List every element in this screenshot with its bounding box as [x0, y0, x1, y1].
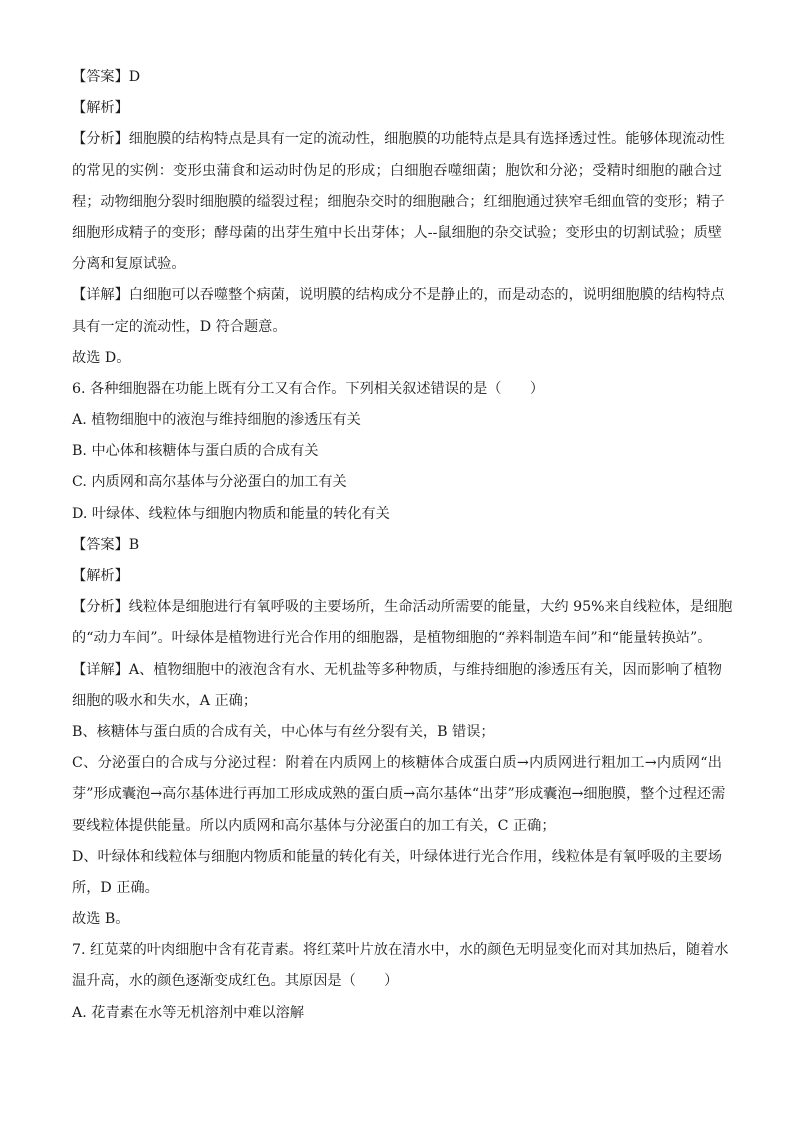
- explanation-text-line: 所，D 正确。: [72, 879, 159, 896]
- answer-label-q6: 【答案】B: [72, 536, 140, 553]
- explanation-text-line: 具有一定的流动性，D 符合题意。: [72, 318, 287, 335]
- document-page: [72, 62, 733, 1029]
- analysis-text-line: 程；动物细胞分裂时细胞膜的缢裂过程；细胞杂交时的细胞融合；红细胞通过狭窄毛细血管的变形；精子: [72, 193, 725, 210]
- question-6-option-c: C. 内质网和高尔基体与分泌蛋白的加工有关: [72, 474, 347, 491]
- explanation-text-line: 细胞的吸水和失水，A 正确；: [72, 692, 258, 709]
- analysis-text-line: 【分析】线粒体是细胞进行有氧呼吸的主要场所，生命活动所需要的能量，大约 95%来自线粒体，是细胞: [72, 599, 733, 616]
- explanation-text-line: 芽”形成囊泡→高尔基体进行再加工形成成熟的蛋白质→高尔基体“出芽”形成囊泡→细胞膜，整个过程还需: [72, 786, 726, 803]
- explanation-text-line: C、分泌蛋白的合成与分泌过程：附着在内质网上的核糖体合成蛋白质→内质网进行粗加工→内质网“出: [72, 755, 722, 772]
- explanation-text-line: 【详解】白细胞可以吞噬整个病菌，说明膜的结构成分不是静止的，而是动态的，说明细胞膜的结构特点: [72, 287, 725, 304]
- analysis-text-line: 细胞形成精子的变形；酵母菌的出芽生殖中长出芽体；人--鼠细胞的杂交试验；变形虫的切割试验；质壁: [72, 224, 722, 241]
- choice-conclusion-q5: 故选 D。: [72, 349, 131, 366]
- analysis-heading-q6: 【解析】: [72, 568, 129, 584]
- explanation-text-line: 【详解】A、植物细胞中的液泡含有水、无机盐等多种物质，与维持细胞的渗透压有关，因而影响了植物: [72, 661, 722, 678]
- explanation-text-line: D、叶绿体和线粒体与细胞内物质和能量的转化有关，叶绿体进行光合作用，线粒体是有氧呼吸的主要场: [72, 848, 722, 865]
- answer-label-q5: 【答案】D: [72, 69, 141, 85]
- analysis-text-line: 的“动力车间”。叶绿体是植物进行光合作用的细胞器，是植物细胞的“养料制造车间”和“能量转换站”。: [72, 630, 712, 647]
- question-7-stem-continued: 温升高，水的颜色逐渐变成红色。其原因是（ ）: [72, 973, 399, 990]
- question-6-option-b: B. 中心体和核糖体与蛋白质的合成有关: [72, 443, 319, 460]
- analysis-heading-q5: 【解析】: [72, 100, 129, 117]
- explanation-text-line: 要线粒体提供能量。所以内质网和高尔基体与分泌蛋白的加工有关，C 正确；: [72, 817, 556, 834]
- question-6-option-d: D. 叶绿体、线粒体与细胞内物质和能量的转化有关: [72, 505, 390, 522]
- question-6-stem: 6. 各种细胞器在功能上既有分工又有合作。下列相关叙述错误的是（ ）: [72, 380, 545, 397]
- choice-conclusion-q6: 故选 B。: [72, 911, 130, 928]
- question-6-option-a: A. 植物细胞中的液泡与维持细胞的渗透压有关: [72, 412, 361, 429]
- analysis-text-line: 的常见的实例：变形虫蒲食和运动时伪足的形成；白细胞吞噬细菌；胞饮和分泌；受精时细胞的融合过: [72, 162, 722, 179]
- question-7-stem: 7. 红苋菜的叶肉细胞中含有花青素。将红菜叶片放在清水中，水的颜色无明显变化而对其加热后，随着水: [72, 942, 729, 959]
- analysis-text-line: 分离和复原试验。: [72, 256, 186, 273]
- explanation-text-line: B、核糖体与蛋白质的合成有关，中心体与有丝分裂有关，B 错误；: [72, 723, 495, 740]
- question-7-option-a: A. 花青素在水等无机溶剂中难以溶解: [72, 1004, 305, 1021]
- analysis-text-line: 【分析】细胞膜的结构特点是具有一定的流动性，细胞膜的功能特点是具有选择透过性。能够体现流动性: [72, 131, 725, 148]
